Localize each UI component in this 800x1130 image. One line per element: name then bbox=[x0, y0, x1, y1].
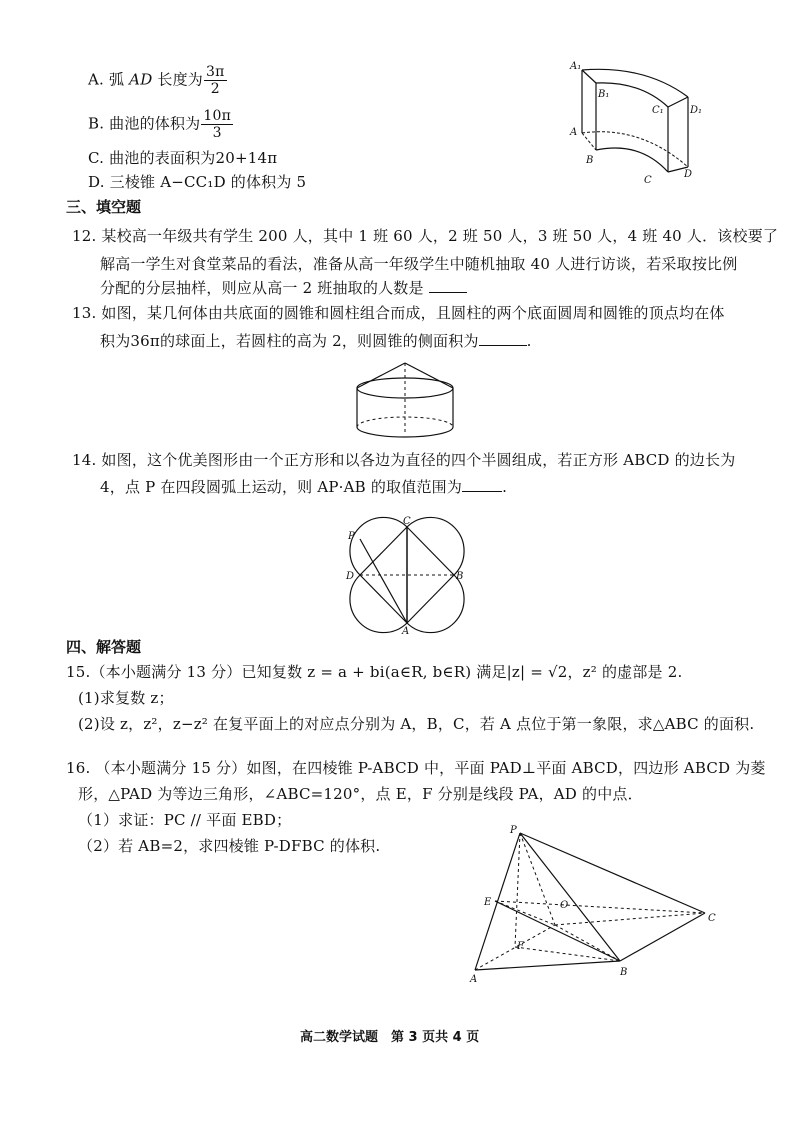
label-p-apex: P bbox=[510, 825, 517, 836]
label-d1: D₁ bbox=[690, 105, 703, 116]
q13-line1: 13. 如图，某几何体由共底面的圆锥和圆柱组合而成，且圆柱的两个底面圆周和圆锥的顶点均在体 bbox=[72, 304, 725, 322]
q15-part2: (2)设 z，z²，z−z² 在复平面上的对应点分别为 A，B，C，若 A 点位于第一象限，求△ABC 的面积. bbox=[78, 715, 755, 733]
label-c-top: C bbox=[403, 516, 411, 527]
label-e: E bbox=[484, 897, 492, 908]
q16-line1: 16. （本小题满分 15 分）如图，在四棱锥 P-ABCD 中，平面 PAD⊥平面 ABCD，四边形 ABCD 为菱 bbox=[66, 759, 766, 777]
label-d-left: D bbox=[346, 571, 355, 582]
option-d: D. 三棱锥 A−CC₁D 的体积为 5 bbox=[88, 173, 307, 191]
page-footer: 高二数学试题 第 3 页共 4 页 bbox=[300, 1030, 480, 1045]
label-d: D bbox=[684, 169, 693, 180]
q14-answer-blank[interactable] bbox=[462, 477, 502, 492]
option-b: B. 曲池的体积为 $\frac{10\pi}{3}$ bbox=[88, 108, 231, 141]
q12-line2: 解高一学生对食堂菜品的看法，准备从高一年级学生中随机抽取 40 人进行访谈，若采取按比例 bbox=[100, 255, 738, 273]
square-semicircles-figure bbox=[340, 515, 470, 635]
label-c: C bbox=[644, 175, 652, 186]
q12-line1: 12. 某校高一年级共有学生 200 人，其中 1 班 60 人，2 班 50 人，3 班 50 人，4 班 40 人．该校要了 bbox=[72, 227, 779, 245]
label-a-bottom: A bbox=[402, 626, 410, 637]
curved-pool-figure bbox=[560, 55, 710, 190]
option-c: C. 曲池的表面积为20+14π bbox=[88, 149, 278, 167]
q15-line1: 15.（本小题满分 13 分）已知复数 z = a + bi(a∈R, b∈R) 满足|z| = √2，z² 的虚部是 2. bbox=[66, 663, 683, 681]
q12-answer-blank[interactable] bbox=[429, 278, 467, 293]
q16-part1: （1）求证：PC // 平面 EBD； bbox=[78, 811, 292, 829]
label-a1: A₁ bbox=[570, 61, 582, 72]
pyramid-figure bbox=[470, 825, 730, 990]
q13-line2: 积为36π的球面上，若圆柱的高为 2，则圆锥的侧面积为 . bbox=[100, 332, 532, 350]
label-o: O bbox=[560, 900, 569, 911]
q12-line3: 分配的分层抽样，则应从高一 2 班抽取的人数是 bbox=[100, 278, 467, 298]
section-3-heading: 三、填空题 bbox=[66, 198, 142, 216]
q16-line2: 形，△PAD 为等边三角形，∠ABC=120°，点 E，F 分别是线段 PA，AD 的中点． bbox=[78, 785, 643, 803]
q13-answer-blank[interactable] bbox=[479, 331, 527, 346]
option-a: A. 弧 AD 长度为 $\frac{3\pi}{2}$ bbox=[88, 64, 225, 97]
q15-part1: (1)求复数 z； bbox=[78, 689, 174, 707]
label-a-vertex: A bbox=[470, 974, 478, 985]
label-a: A bbox=[570, 127, 578, 138]
q14-line2: 4，点 P 在四段圆弧上运动，则 AP·AB 的取值范围为 . bbox=[100, 478, 508, 496]
label-b: B bbox=[586, 155, 594, 166]
label-f: F bbox=[517, 941, 524, 952]
label-b-vertex: B bbox=[620, 967, 628, 978]
label-b1: B₁ bbox=[598, 89, 610, 100]
q14-line1: 14. 如图，这个优美图形由一个正方形和以各边为直径的四个半圆组成，若正方形 ABCD 的边长为 bbox=[72, 451, 736, 469]
label-b-right: B bbox=[456, 571, 464, 582]
label-c-vertex: C bbox=[708, 913, 716, 924]
cone-cylinder-figure bbox=[350, 355, 460, 445]
section-4-heading: 四、解答题 bbox=[66, 638, 142, 656]
label-c1: C₁ bbox=[652, 105, 664, 116]
q16-part2: （2）若 AB=2，求四棱锥 P-DFBC 的体积. bbox=[78, 837, 381, 855]
label-p: P bbox=[348, 531, 355, 542]
